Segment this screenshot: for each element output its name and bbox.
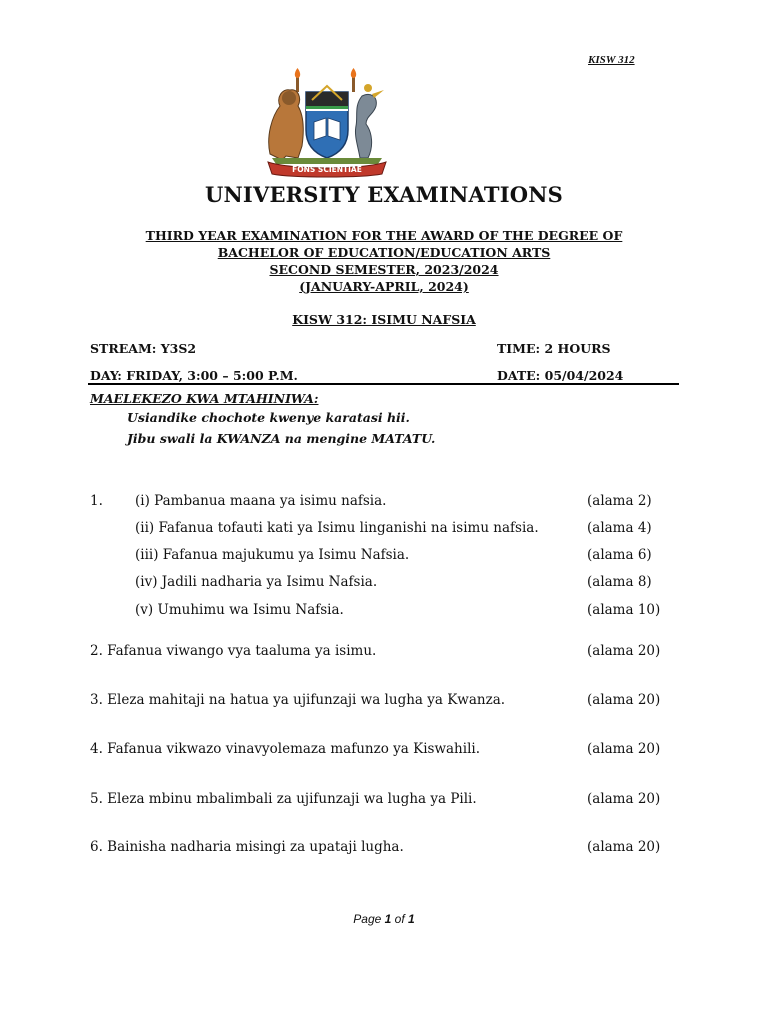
subtitle-line-4: (JANUARY-APRIL, 2024) (299, 279, 469, 294)
question-6-marks: (alama 20) (587, 839, 661, 855)
page-title: UNIVERSITY EXAMINATIONS (205, 182, 563, 207)
instruction-line-1: Usiandike chochote kwenye karatasi hii. (127, 410, 410, 425)
day-info: DAY: FRIDAY, 3:00 – 5:00 P.M. (90, 368, 298, 383)
question-1-number: 1. (90, 493, 103, 509)
question-1-part-iii: (iii) Fafanua majukumu ya Isimu Nafsia. (135, 547, 410, 563)
question-6: 6. Bainisha nadharia misingi za upataji lugha. (90, 839, 404, 855)
university-crest-logo (262, 66, 392, 178)
subtitle-line-1: THIRD YEAR EXAMINATION FOR THE AWARD OF THE DEGREE OF (145, 228, 623, 243)
course-title: KISW 312: ISIMU NAFSIA (292, 312, 476, 327)
instruction-line-2: Jibu swali la KWANZA na mengine MATATU. (127, 431, 436, 446)
question-1-part-iv-marks: (alama 8) (587, 574, 652, 590)
question-1-part-v: (v) Umuhimu wa Isimu Nafsia. (135, 602, 344, 618)
question-1-part-iii-marks: (alama 6) (587, 547, 652, 563)
question-5: 5. Eleza mbinu mbalimbali za ujifunzaji wa lugha ya Pili. (90, 791, 477, 807)
subtitle-line-3: SECOND SEMESTER, 2023/2024 (269, 262, 499, 277)
stream-info: STREAM: Y3S2 (90, 341, 197, 356)
question-5-marks: (alama 20) (587, 791, 661, 807)
question-2: 2. Fafanua viwango vya taaluma ya isimu. (90, 643, 377, 659)
question-1-part-ii-marks: (alama 4) (587, 520, 652, 536)
subtitle-line-2: BACHELOR OF EDUCATION/EDUCATION ARTS (217, 245, 551, 260)
crest-motto-text: FONS SCIENTIAE (292, 165, 362, 174)
instructions-heading: MAELEKEZO KWA MTAHINIWA: (90, 391, 319, 406)
page-number-footer: Page 1 of 1 (353, 912, 415, 926)
course-code-header: KISW 312 (588, 54, 635, 66)
question-4: 4. Fafanua vikwazo vinavyolemaza mafunzo ya Kiswahili. (90, 741, 480, 757)
question-3-marks: (alama 20) (587, 692, 661, 708)
question-1-part-i: (i) Pambanua maana ya isimu nafsia. (135, 493, 387, 509)
date-info: DATE: 05/04/2024 (497, 368, 624, 383)
question-1-part-v-marks: (alama 10) (587, 602, 661, 618)
question-4-marks: (alama 20) (587, 741, 661, 757)
header-divider (88, 383, 679, 385)
question-1-part-i-marks: (alama 2) (587, 493, 652, 509)
time-info: TIME: 2 HOURS (497, 341, 611, 356)
question-3: 3. Eleza mahitaji na hatua ya ujifunzaji wa lugha ya Kwanza. (90, 692, 506, 708)
question-2-marks: (alama 20) (587, 643, 661, 659)
question-1-part-iv: (iv) Jadili nadharia ya Isimu Nafsia. (135, 574, 378, 590)
question-1-part-ii: (ii) Fafanua tofauti kati ya Isimu linganishi na isimu nafsia. (135, 520, 539, 536)
